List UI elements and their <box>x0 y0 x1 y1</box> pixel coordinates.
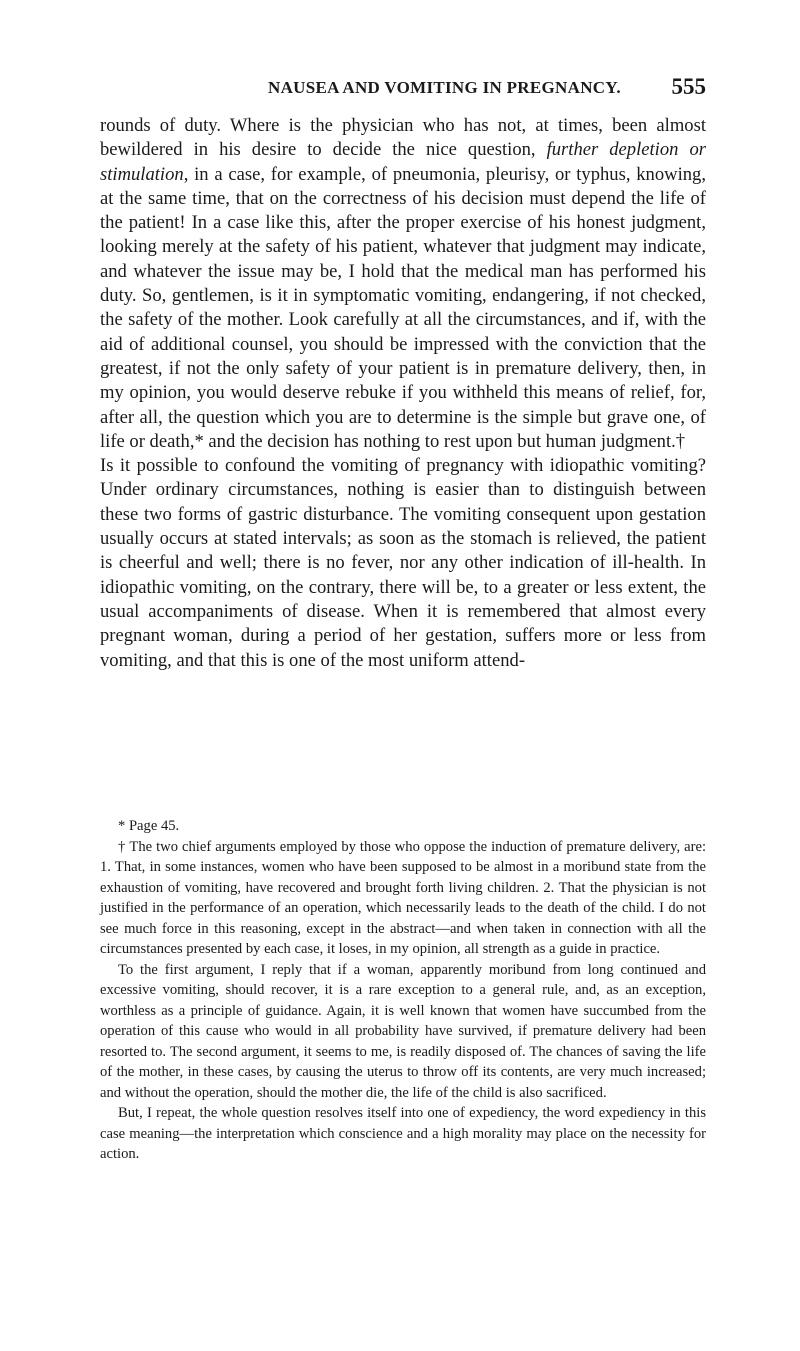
body-paragraph-2: Is it possible to confound the vomiting of pregnancy with idiopathic vomiting? Under ordinary circumstances, nothing is easier than to distinguish between these two forms of gastric disturbance. The vomiting consequent upon gestation usually occurs at stated intervals; as soon as the stomach is relieved, the patient is cheerful and well; there is no fever, nor any other indication of ill-health. In idiopathic vomiting, on the contrary, there will be, to a greater or less extent, the usual accompaniments of disease. When it is remembered that almost every pregnant woman, during a period of her gestation, suffers more or less from vomiting, and that this is one of the most uniform attend- <box>100 455 706 671</box>
running-head <box>268 74 706 104</box>
body-paragraph-1 <box>100 114 706 454</box>
footnote-star: * Page 45. <box>118 818 180 834</box>
body-paragraph-1-part-a: rounds of duty. Where is the physician who has not, at times, been almost bewildered in his desire to decide the nice question, <box>100 115 706 161</box>
footnotes <box>100 816 706 1165</box>
body-paragraph-1-italic: further depletion or stimulation <box>100 139 706 185</box>
footnote-paragraph-3: But, I repeat, the whole question resolves itself into one of expediency, the word expediency in this case meaning—the interpretation which conscience and a high morality may place on the necessity for action. <box>100 1105 706 1162</box>
body-paragraph-1-part-b: , in a case, for example, of pneumonia, pleurisy, or typhus, knowing, at the same time, that on the correctness of his decision must depend the life of the patient! In a case like this, after the proper exercise of his honest judgment, looking merely at the safety of his patient, whatever that judgment may indicate, and whatever the issue may be, I hold that the medical man has performed his duty. So, gentlemen, is it in symptomatic vomiting, endangering, if not checked, the safety of the mother. Look carefully at all the circumstances, and if, with the aid of additional counsel, you should be impressed with the conviction that the greatest, if not the only safety of your patient is in premature delivery, then, in my opinion, you would deserve rebuke if you withheld this means of relief, for, after all, the question which you are to determine is the simple but grave one, of life or death,* and the decision has nothing to rest upon but human judgment.† <box>100 163 706 452</box>
body-text <box>100 114 706 673</box>
footnote-dagger: † The two chief arguments employed by those who oppose the induction of premature delivery, are: 1. That, in some instances, women who have been supposed to be almost in a moribund state from the exhaustion of vomiting, have recovered and brought forth living children. 2. That the physician is not justified in the performance of an operation, which necessarily leads to the death of the child. I do not see much force in this reasoning, except in the abstract—and when taken in connection with all the circumstances presented by each case, it loses, in my opinion, all strength as a guide in practice. <box>100 838 706 957</box>
page-number: 555 <box>671 74 706 99</box>
running-title: NAUSEA AND VOMITING IN PREGNANCY. <box>268 78 621 97</box>
footnote-paragraph-2: To the first argument, I reply that if a woman, apparently moribund from long continued and excessive vomiting, should recover, it is a rare exception to a general rule, and, as an exception, worthless as a principle of guidance. Again, it is well known that women have succumbed from the operation of this cause who would in all probability have survived, if premature delivery had been resorted to. The second argument, it seems to me, is readily disposed of. The chances of saving the life of the mother, in these cases, by causing the uterus to throw off its contents, are very much increased; and without the operation, should the mother die, the life of the child is also sacrificed. <box>100 961 706 1101</box>
